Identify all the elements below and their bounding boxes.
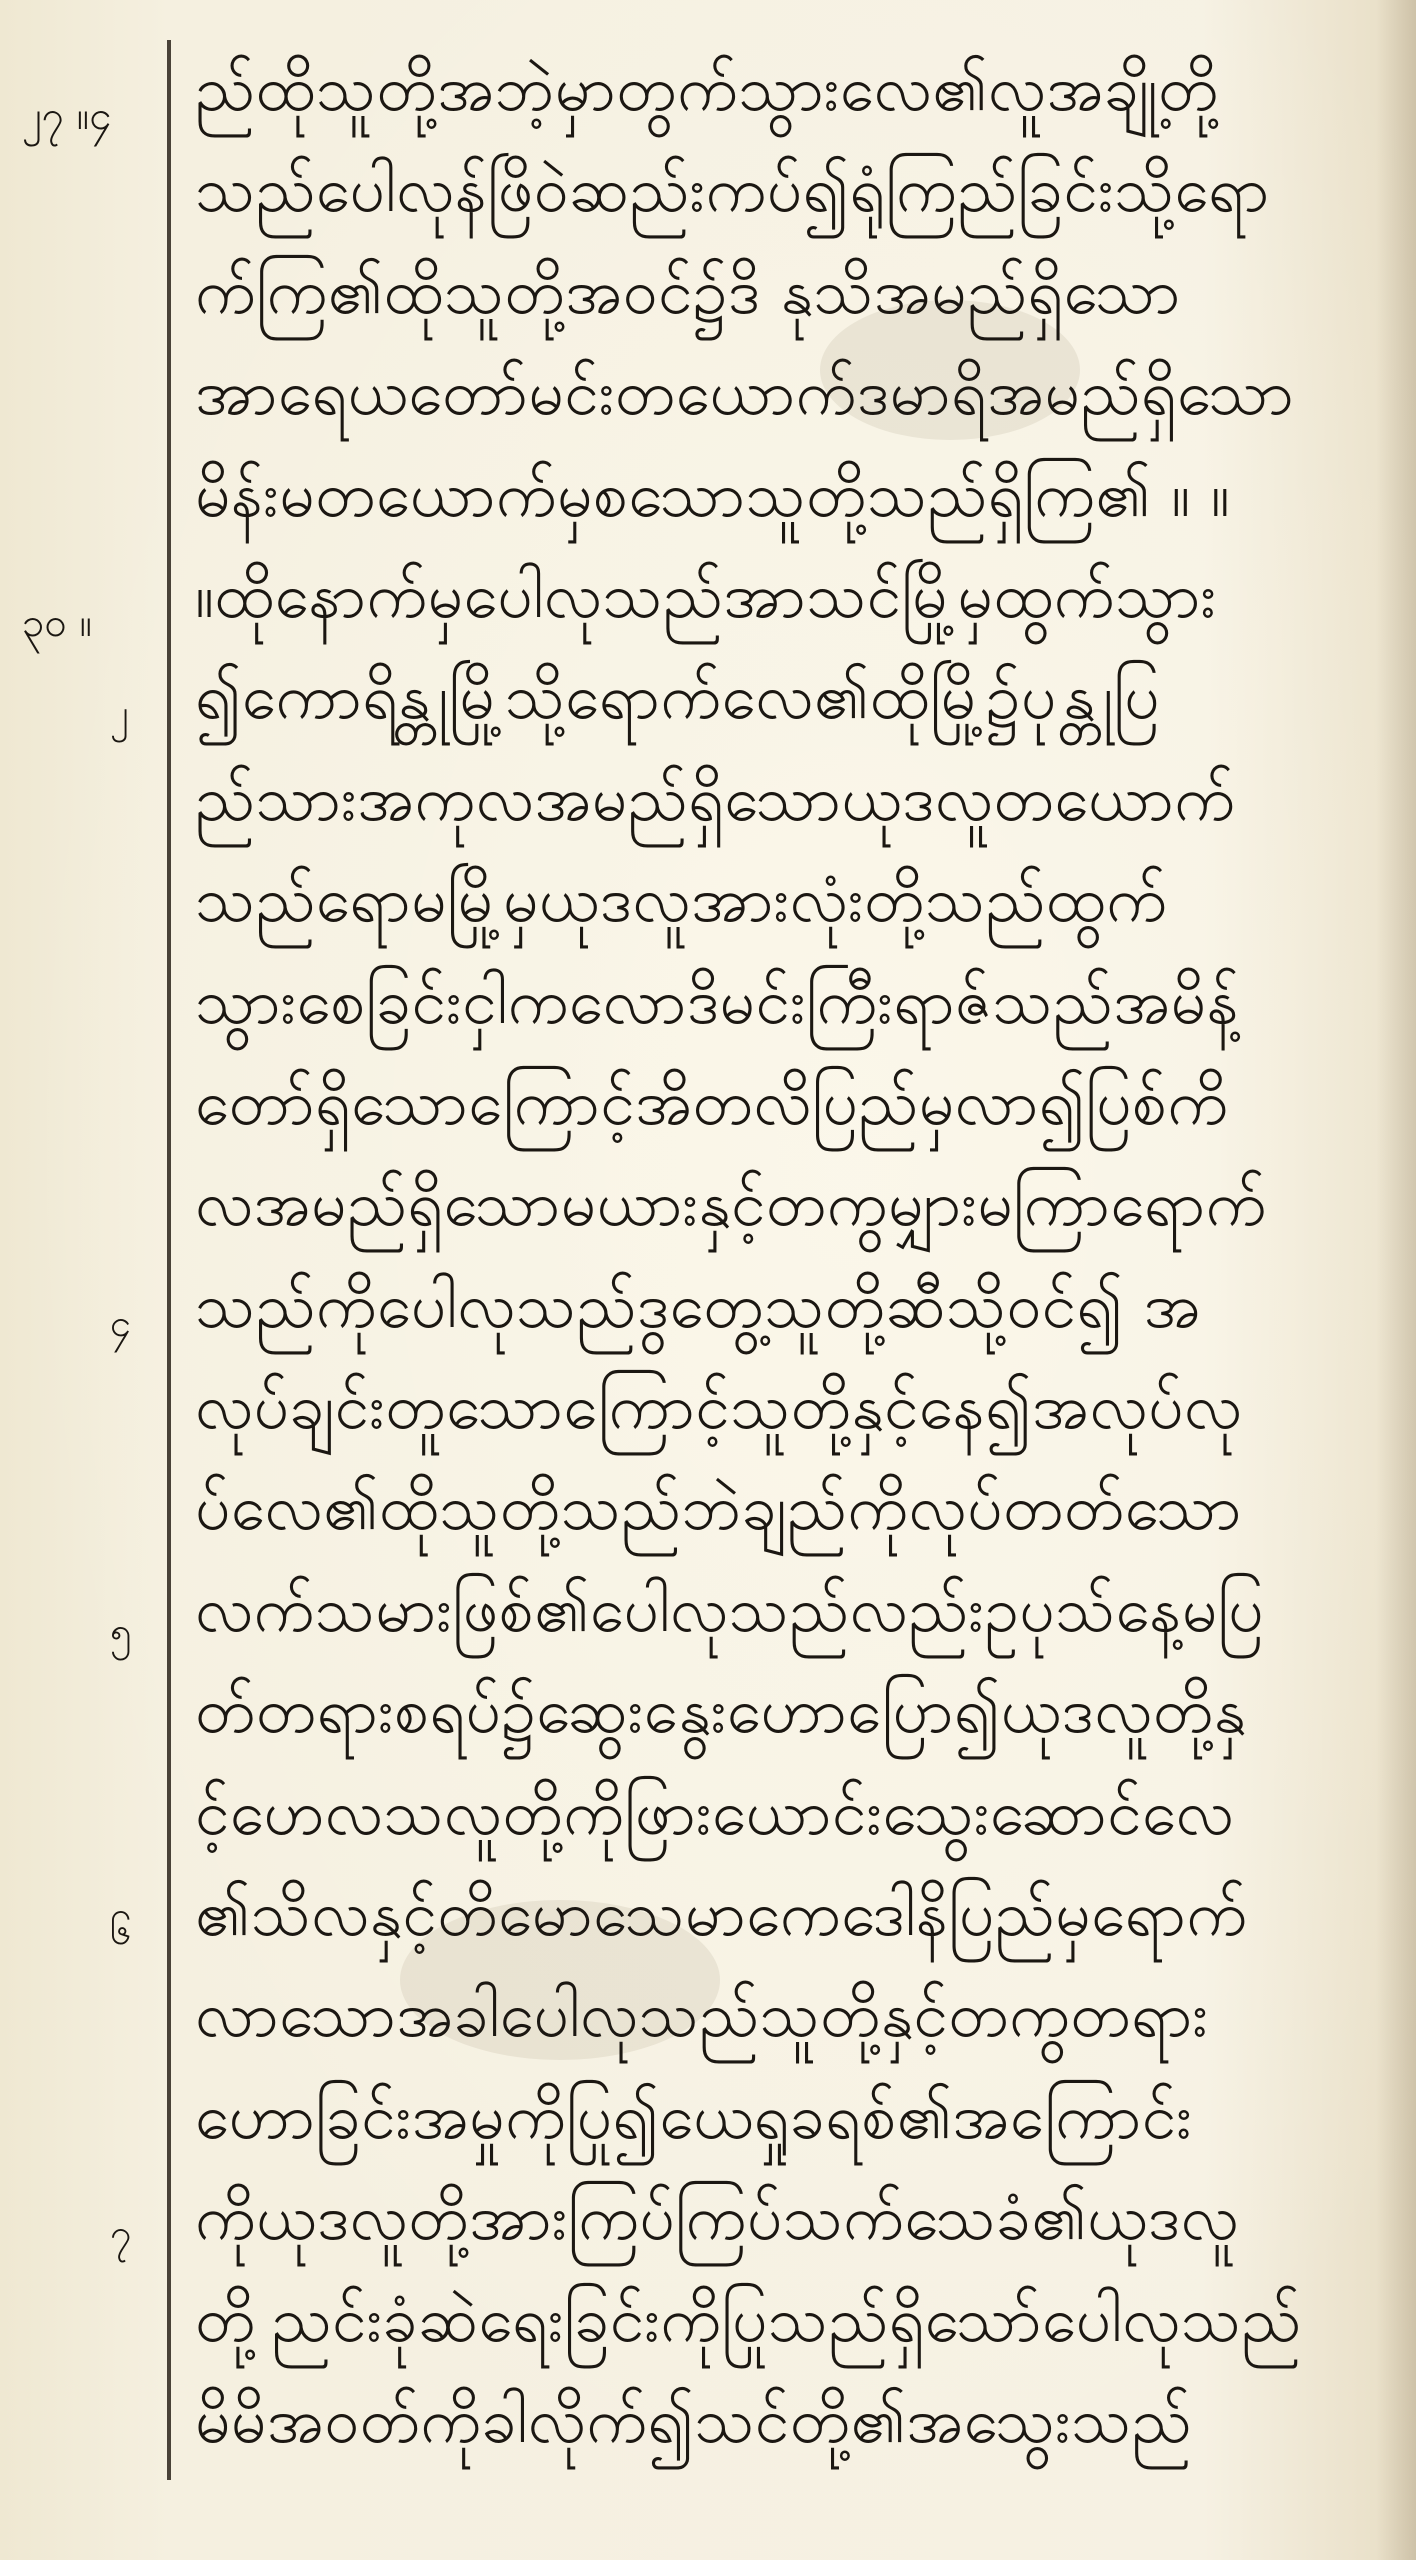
text-line: င့်ဟေလသလူတို့ကိုဖြားယောင်းသွေးဆောင်လေ (195, 1775, 1235, 1849)
chapter-marker: ၃၀ ။ (22, 600, 92, 646)
text-line: ။ထိုနောက်မှပေါလုသည်အာသင်မြို့မှထွက်သွား (195, 558, 1217, 632)
text-line: ကိုယုဒလူတို့အားကြပ်ကြပ်သက်သေခံ၏ယုဒလူ (195, 2181, 1240, 2255)
text-line: သည်ရောမမြို့မှယုဒလူအားလုံးတို့သည်ထွက် (195, 863, 1168, 937)
text-line: လအမည်ရှိသောမယားနှင့်တကွမျှားမကြာရောက် (195, 1167, 1267, 1241)
text-line: သွားစေခြင်းငှါကလောဒိမင်းကြီးရာဇ်သည်အမိန့် (195, 964, 1240, 1038)
text-line: သည်ပေါလုန်ဖြိဝဲဆည်းကပ်၍ရုံကြည်ခြင်းသို့ရော (195, 153, 1270, 227)
text-line: သည်ကိုပေါလုသည်ဒွတွေ့သူတို့ဆီသို့ဝင်၍ အ (195, 1268, 1202, 1342)
verse-number-6: ၆ (110, 1909, 132, 1953)
text-line: ၏သိလနှင့်တိမောသေမာကေဒေါနိပြည်မှရောက် (195, 1877, 1248, 1951)
text-line: တော်ရှိသောကြောင့်အိတလိပြည်မှလာ၍ပြစ်ကိ (195, 1065, 1229, 1139)
verse-number-2: ၂ (110, 691, 129, 735)
text-line: က်ကြ၏ထိုသူတို့အဝင်၌ဒိ နုသိအမည်ရှိသော (195, 254, 1181, 328)
verse-number-7: ၇ (110, 2211, 132, 2255)
verse-number-5: ၅ (110, 1609, 132, 1653)
verse-number-4: ၄ (110, 1301, 132, 1345)
body-text (195, 38, 1360, 2471)
margin-rule (167, 40, 171, 2480)
text-line: တို့ညင်းခုံဆဲရေးခြင်းကိုပြုသည်ရှိသော်ပေါလုသည် (195, 2282, 1302, 2356)
text-line: အာရေယတော်မင်းတယောက်ဒမာရိအမည်ရှိသော (195, 356, 1295, 430)
text-line: လက်သမားဖြစ်၏ပေါလုသည်လည်းဥပုသ်နေ့မပြ (195, 1572, 1265, 1646)
page-edge-shadow (1376, 0, 1416, 2560)
text-line: ဟောခြင်းအမှုကိုပြု၍ယေရှုခရစ်၏အကြောင်း (195, 2079, 1193, 2153)
text-line: တ်တရားစရပ်၌ဆွေးနွေးဟောပြော၍ယုဒလူတို့နှ (195, 1674, 1247, 1748)
text-line: လုပ်ချင်းတူသောကြောင့်သူတို့နှင့်နေ၍အလုပ်လု (195, 1370, 1243, 1444)
text-line: ည်သားအကုလအမည်ရှိသောယုဒလူတယောက် (195, 761, 1236, 835)
text-line: ပ်လေ၏ထိုသူတို့သည်ဘဲချည်ကိုလုပ်တတ်သော (195, 1471, 1242, 1545)
text-line: မိမိအဝတ်ကိုခါလိုက်၍သင်တို့၏အသွေးသည် (195, 2383, 1193, 2457)
text-line: ၍ကောရိန္တုမြို့သို့ရောက်လေ၏ထိုမြို့၌ပုန္တုပြ (195, 660, 1160, 734)
text-line: ည်ထိုသူတို့အဘဲ့မှာတွက်သွားလေ၏လူအချို့တို့ (195, 52, 1219, 125)
text-line: မိန်းမတယောက်မှစသောသူတို့သည်ရှိကြ၏ ။ ။ (195, 457, 1231, 531)
verse-header-marker: ၂၇ ။၄ (22, 93, 112, 139)
text-line: လာသောအခါပေါလုသည်သူတို့နှင့်တကွတရား (195, 1978, 1209, 2052)
